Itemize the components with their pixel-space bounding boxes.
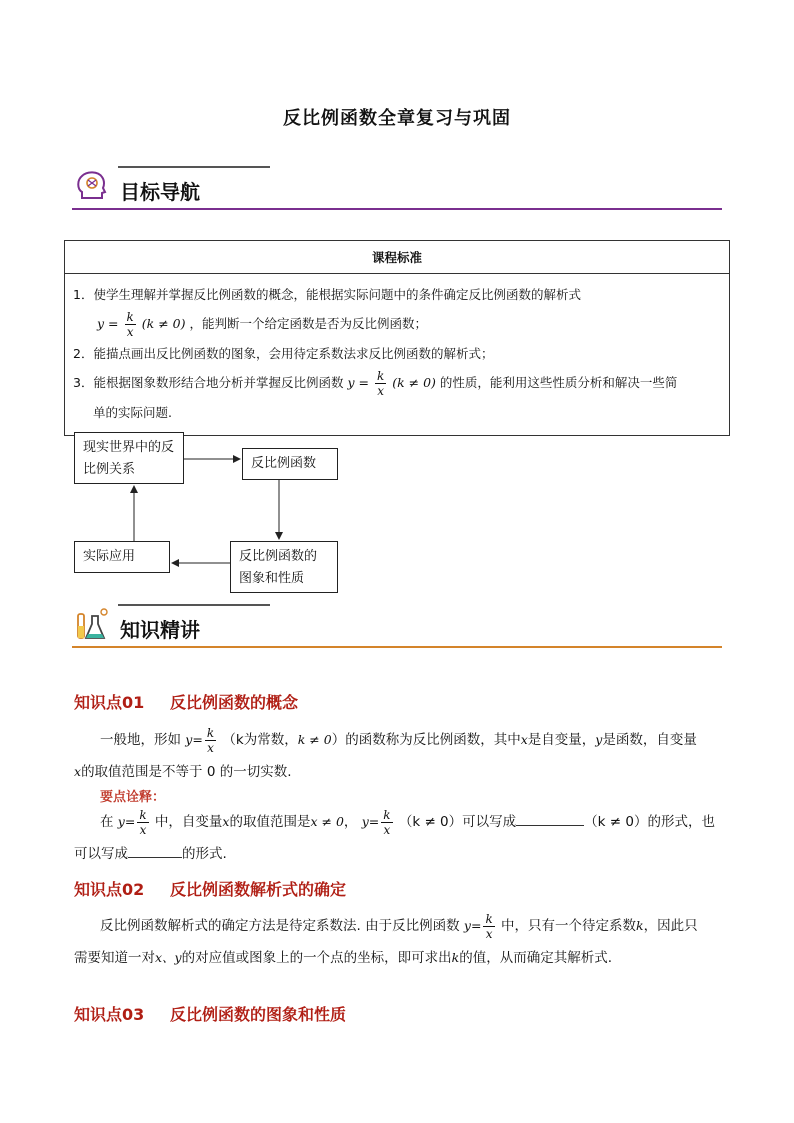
kp-number: 知识点01 <box>74 693 145 712</box>
section-rule-knowledge <box>72 646 722 648</box>
diagram-box-graph-properties: 反比例函数的图象和性质 <box>230 541 338 593</box>
kp1-definition-paragraph: 一般地，形如 y= $\frac{k}{x}$ （k为常数，k ≠ 0）的函数称为反比例函数，其中x是自变量，y是函数，自变量 x的取值范围是不等于 0 的一切实数. <box>74 725 697 780</box>
formula-eq: = <box>108 316 119 331</box>
fraction-k-over-x-2: $\frac{k}{x}$ <box>376 369 385 398</box>
standard-1-text-a: 1．使学生理解并掌握反比例函数的概念，能根据实际问题中的条件确定反比例函数的解析式 <box>73 287 581 302</box>
kp-number-2: 知识点02 <box>74 880 145 899</box>
formula-y-2: y <box>347 375 355 390</box>
kp2-paragraph: 反比例函数解析式的确定方法是待定系数法. 由于反比例函数 y= $\frac{k}{x}$ 中，只有一个待定系数k，因此只 需要知道一对x、y的对应值或图象上的一个点的坐标，即可求出k的值，从而确定其解析式. <box>74 911 698 966</box>
standard-item-2: 2．能描点画出反比例函数的图象，会用待定系数法求反比例函数的解析式； <box>73 346 494 361</box>
formula-y: y <box>96 316 105 331</box>
section-title-knowledge: 知识精讲 <box>120 618 200 642</box>
formula-eq-2: = <box>358 375 369 390</box>
flask-icon <box>74 606 110 642</box>
fill-blank-2[interactable] <box>128 843 182 858</box>
section-title-goals: 目标导航 <box>120 180 200 204</box>
formula-condition-2: (k ≠ 0) <box>392 375 436 390</box>
diagram-box-inverse-function: 反比例函数 <box>242 448 338 480</box>
knowledge-point-03-heading <box>74 1002 346 1025</box>
formula-condition: (k ≠ 0) <box>141 316 186 331</box>
standard-1-text-b: ，能判断一个给定函数是否为反比例函数； <box>189 316 427 331</box>
fraction-k-over-x-5: $\frac{k}{x}$ <box>383 807 391 837</box>
knowledge-point-02-heading <box>74 877 346 900</box>
diagram-box-real-world: 现实世界中的反比例关系 <box>74 432 184 484</box>
standard-3-text-b: 的性质，能利用这些性质分析和解决一些简 <box>439 375 678 390</box>
knowledge-point-01-heading <box>74 690 298 713</box>
fraction-k-over-x-4: $\frac{k}{x}$ <box>139 807 147 837</box>
kp-title-3: 反比例函数的图象和性质 <box>170 1005 347 1024</box>
key-point-note-label: 要点诠释： <box>100 790 166 805</box>
standard-3-text-a: 3．能根据图象数形结合地分析并掌握反比例函数 <box>73 375 344 390</box>
kp-title-2: 反比例函数解析式的确定 <box>170 880 347 899</box>
header-overline-2 <box>118 604 270 606</box>
kp1-note-paragraph: 在 y= $\frac{k}{x}$ 中，自变量x的取值范围是x ≠ 0， y= $\frac{k}{x}$ （k ≠ 0）可以写成 （k ≠ 0）的形式，也 可以写成 的形式. <box>74 807 715 862</box>
fraction-k-over-x: $\frac{k}{x}$ <box>126 310 134 339</box>
page-title: 反比例函数全章复习与巩固 <box>283 108 511 129</box>
diagram-box-application: 实际应用 <box>74 541 170 573</box>
kp-title: 反比例函数的概念 <box>170 693 299 712</box>
fraction-k-over-x-3: $\frac{k}{x}$ <box>206 725 215 755</box>
fraction-k-over-x-6: $\frac{k}{x}$ <box>485 911 493 941</box>
kp-number-3: 知识点03 <box>74 1005 145 1024</box>
table-header: 课程标准 <box>65 241 730 274</box>
standard-3-text-c: 单的实际问题. <box>93 405 172 420</box>
fill-blank-1[interactable] <box>516 811 584 826</box>
section-header-knowledge <box>72 604 722 648</box>
